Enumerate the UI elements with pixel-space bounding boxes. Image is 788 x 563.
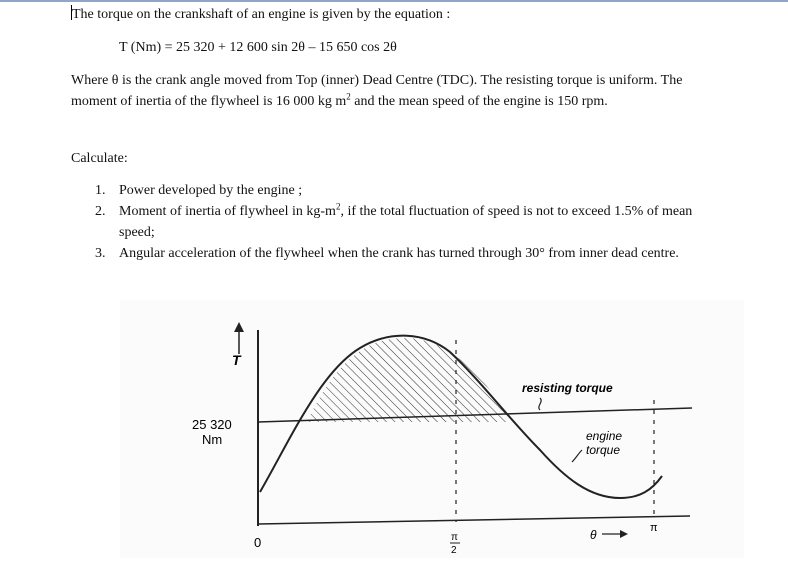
list-item bbox=[95, 180, 699, 201]
where-text-a: Where θ is the crank angle moved from Top (inner) Dead Centre (TDC). The resisting torque is uniform. The moment of inertia of the flywheel is 16 000 kg m bbox=[71, 73, 683, 109]
list-text: Power developed by the engine ; bbox=[119, 183, 303, 198]
question-list bbox=[95, 180, 699, 264]
calculate-heading: Calculate: bbox=[71, 151, 128, 166]
list-number: 3. bbox=[95, 246, 106, 261]
excess-energy-hatch bbox=[300, 330, 520, 425]
ruler-line bbox=[0, 0, 788, 2]
pi-label: π bbox=[650, 522, 658, 534]
list-item bbox=[95, 201, 699, 243]
list-text: Moment of inertia of flywheel in kg-m bbox=[119, 204, 336, 219]
half-pi-denominator: 2 bbox=[451, 545, 457, 556]
list-number: 2. bbox=[95, 204, 106, 219]
resisting-torque-label: resisting torque bbox=[522, 381, 613, 395]
torque-equation: T (Nm) = 25 320 + 12 600 sin 2θ – 15 650 cos 2θ bbox=[119, 40, 397, 55]
y-axis-label: T bbox=[232, 352, 241, 368]
half-pi-numerator: π bbox=[451, 532, 458, 543]
list-number: 1. bbox=[95, 183, 106, 198]
list-text: Angular acceleration of the flywheel when the crank has turned through 30° from inner dead centre. bbox=[119, 246, 679, 261]
engine-torque-label-line2: torque bbox=[586, 443, 621, 457]
intro-paragraph bbox=[71, 4, 450, 25]
y-arrow-head-icon bbox=[234, 322, 244, 332]
resisting-pointer bbox=[539, 398, 541, 410]
x-axis bbox=[258, 516, 690, 524]
where-text-b: and the mean speed of the engine is 150 rpm. bbox=[350, 94, 608, 109]
intro-text: The torque on the crankshaft of an engine is given by the equation : bbox=[72, 7, 451, 22]
where-superscript: 2 bbox=[346, 91, 351, 102]
origin-label: 0 bbox=[254, 535, 262, 550]
engine-torque-label-line1: engine bbox=[586, 429, 623, 443]
theta-arrow-head-icon bbox=[620, 530, 628, 538]
mean-torque-value: 25 320 bbox=[192, 417, 232, 432]
list-text-continued: , if the total fluctuation of speed is not to exceed 1.5% of mean speed; bbox=[119, 204, 693, 240]
engine-pointer bbox=[572, 450, 582, 462]
torque-diagram bbox=[120, 300, 744, 558]
where-paragraph bbox=[71, 70, 711, 112]
theta-label: θ bbox=[590, 528, 597, 542]
torque-diagram-svg bbox=[120, 300, 744, 558]
list-superscript: 2 bbox=[335, 201, 341, 212]
list-item bbox=[95, 243, 699, 264]
mean-torque-unit: Nm bbox=[202, 432, 223, 447]
